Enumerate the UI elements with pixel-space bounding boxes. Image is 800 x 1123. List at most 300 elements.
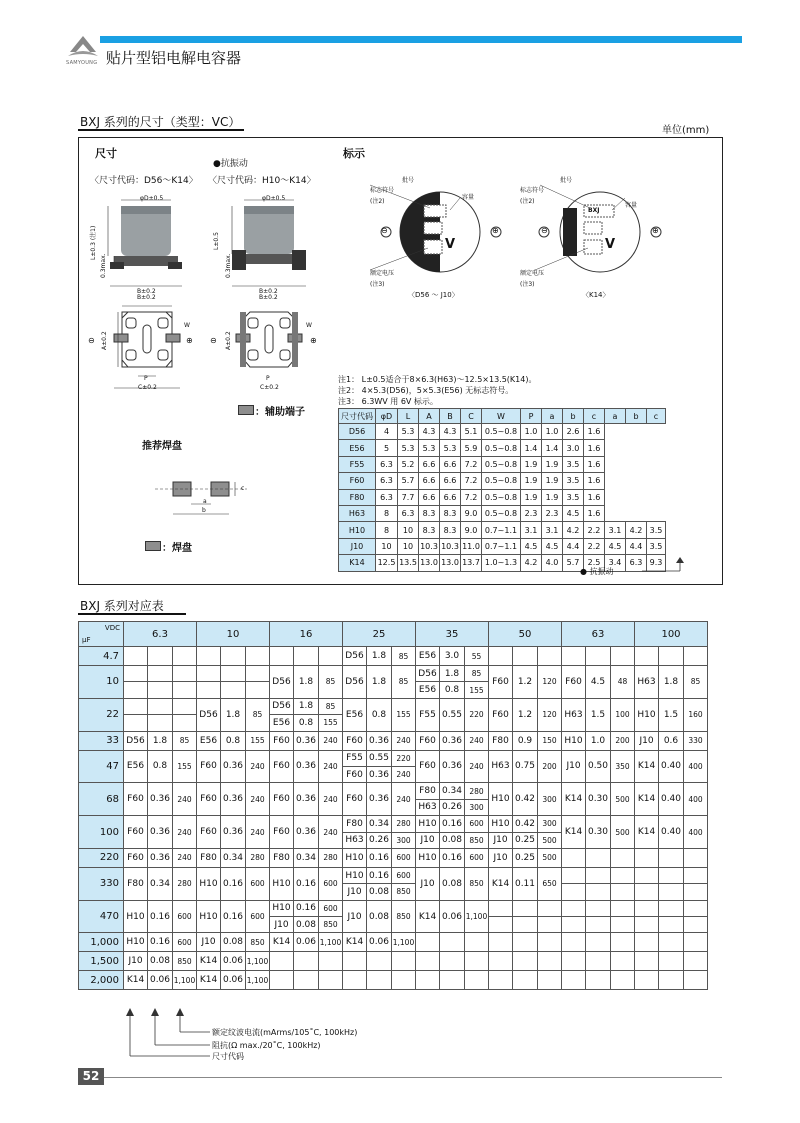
impedance-cell: 0.36 (148, 816, 173, 849)
dim-table-row (339, 555, 666, 571)
ripple-cell: 850 (465, 832, 489, 848)
size-code-cell: K14 (562, 816, 586, 849)
impedance-cell: 0.36 (221, 750, 246, 783)
impedance-cell: 0.50 (586, 750, 611, 783)
ripple-cell: 155 (319, 715, 343, 731)
dim-cell: 0.5~0.8 (482, 489, 521, 505)
impedance-cell: 1.2 (513, 698, 538, 731)
dim-cell: 8.3 (419, 522, 440, 538)
size-code-cell (635, 900, 659, 916)
impedance-cell (513, 900, 538, 916)
size-code-cell (197, 647, 221, 666)
size-code-cell: K14 (562, 783, 586, 816)
ripple-cell (684, 917, 708, 933)
dim-cell: 2.2 (584, 538, 605, 554)
ripple-cell (538, 933, 562, 952)
dim-cell: E56 (339, 440, 376, 456)
impedance-cell: 1.8 (294, 698, 319, 714)
dim-cell: 6.3 (398, 505, 419, 521)
minus-right: ⊖ (210, 336, 217, 345)
capacitance-row (79, 666, 708, 682)
plus-mark-left: ⊕ (492, 226, 499, 235)
dim-cell: 3.5 (647, 538, 666, 554)
voltage-header: 63 (562, 622, 635, 647)
size-code-cell: H10 (635, 698, 659, 731)
ripple-cell: 240 (246, 816, 270, 849)
dimension-table (338, 408, 666, 572)
impedance-cell: 1.8 (148, 731, 173, 750)
dim-cell: 4.4 (626, 538, 647, 554)
dim-cell: 10 (398, 522, 419, 538)
size-code-cell: E56 (416, 682, 440, 698)
size-code-cell: K14 (635, 816, 659, 849)
ripple-cell (684, 848, 708, 867)
C-label-right: C±0.2 (260, 384, 279, 391)
size-code-cell: J10 (416, 867, 440, 900)
size-code-cell: F60 (197, 816, 221, 849)
dim-cell: 5.1 (461, 424, 482, 440)
ripple-cell (538, 952, 562, 971)
dim-header-cell: 尺寸代码 (339, 409, 376, 424)
dim-cell (647, 489, 666, 505)
voltage-header: 16 (270, 622, 343, 647)
dim-cell (605, 440, 626, 456)
dim-cell: 0.5~0.8 (482, 424, 521, 440)
dim-cell: 1.9 (542, 489, 563, 505)
dim-cell (626, 473, 647, 489)
capacitance-row (79, 971, 708, 990)
capacitor-side-views (86, 190, 326, 305)
capacitance-cell: 68 (79, 783, 124, 816)
size-code-cell (124, 682, 148, 698)
uf-label: μF (82, 636, 91, 644)
capacitance-row (79, 900, 708, 916)
ripple-cell: 600 (319, 900, 343, 916)
size-code-cell (197, 682, 221, 698)
dim-cell: 7.2 (461, 489, 482, 505)
impedance-cell: 1.8 (367, 647, 392, 666)
ripple-cell: 1,100 (319, 933, 343, 952)
dim-cell: 1.0 (521, 424, 542, 440)
legend-size-code: 尺寸代码 (212, 1052, 244, 1061)
impedance-cell: 0.36 (367, 731, 392, 750)
dim-cell: F80 (339, 489, 376, 505)
size-code-cell: F60 (124, 848, 148, 867)
capacitance-cell: 1,000 (79, 933, 124, 952)
size-code-cell: H10 (562, 731, 586, 750)
impedance-cell: 0.34 (294, 848, 319, 867)
impedance-cell (659, 917, 684, 933)
ripple-cell (538, 647, 562, 666)
dim-cell: 3.1 (542, 522, 563, 538)
capacitance-cell: 100 (79, 816, 124, 849)
section-title-dimensions: BXJ 系列的尺寸（类型：VC） (80, 115, 241, 129)
impedance-cell: 0.34 (367, 816, 392, 832)
dim-cell: 6.3 (376, 489, 398, 505)
ripple-cell (684, 867, 708, 883)
impedance-cell (586, 867, 611, 883)
plus-mark-right: ⊕ (652, 226, 659, 235)
unit-label: 单位(mm) (662, 125, 710, 136)
aux-terminal-label: ：辅助端子 (255, 407, 305, 418)
ripple-cell (173, 682, 197, 698)
dim-cell: 1.4 (542, 440, 563, 456)
voltage-header: 25 (343, 622, 416, 647)
size-code-cell: J10 (197, 933, 221, 952)
impedance-cell: 3.0 (440, 647, 465, 666)
size-code-cell: F60 (197, 783, 221, 816)
ripple-cell: 350 (611, 750, 635, 783)
ripple-cell: 240 (319, 783, 343, 816)
dim-cell: J10 (339, 538, 376, 554)
ripple-cell (173, 698, 197, 714)
dim-cell (626, 456, 647, 472)
dim-cell: H63 (339, 505, 376, 521)
dim-cell: F60 (339, 473, 376, 489)
dim-cell (647, 473, 666, 489)
dim-cell (626, 440, 647, 456)
size-code-cell: F60 (343, 731, 367, 750)
impedance-cell (659, 933, 684, 952)
impedance-cell (586, 917, 611, 933)
impedance-cell (659, 647, 684, 666)
ripple-cell (611, 867, 635, 883)
P-label-right: P (266, 375, 270, 382)
dim-header-cell: P (521, 409, 542, 424)
ripple-cell (246, 666, 270, 682)
pad-a: a (203, 498, 207, 505)
dim-cell (647, 424, 666, 440)
ripple-cell: 300 (538, 783, 562, 816)
L-label-left: L±0.3 (注1) (90, 225, 97, 260)
dim-cell: 6.6 (440, 489, 461, 505)
ripple-cell: 240 (173, 816, 197, 849)
voltage-header: 10 (197, 622, 270, 647)
dim-header-cell: A (419, 409, 440, 424)
impedance-cell (586, 952, 611, 971)
page-number: 52 (78, 1068, 104, 1085)
size-code-cell: D56 (270, 698, 294, 714)
impedance-cell: 0.8 (294, 715, 319, 731)
ripple-cell (392, 952, 416, 971)
size-code-cell: K14 (270, 933, 294, 952)
ripple-cell: 155 (173, 750, 197, 783)
impedance-cell (221, 682, 246, 698)
impedance-cell: 0.16 (148, 900, 173, 933)
size-code-cell (489, 647, 513, 666)
size-code-cell: H63 (562, 698, 586, 731)
series-mark-right: 标志符号 (520, 187, 545, 194)
impedance-cell (148, 698, 173, 714)
dim-header-cell: c (584, 409, 605, 424)
minus-mark-right: ⊖ (541, 226, 548, 235)
ripple-cell: 240 (465, 731, 489, 750)
size-code-cell: F60 (270, 731, 294, 750)
dim-cell: 8 (376, 505, 398, 521)
dim-cell (605, 505, 626, 521)
B-label-bottom-left: B±0.2 (137, 294, 156, 301)
size-code-cell (489, 917, 513, 933)
size-code-cell: K14 (416, 900, 440, 933)
size-code-left: 〈尺寸代码：D56～K14〉 (90, 176, 198, 186)
capacitance-row (79, 933, 708, 952)
max-label-left: 0.3max. (100, 253, 107, 278)
size-code-cell: K14 (343, 933, 367, 952)
dim-cell: 5.2 (398, 456, 419, 472)
impedance-cell: 0.16 (440, 816, 465, 832)
size-code-cell: K14 (489, 867, 513, 900)
impedance-cell (586, 647, 611, 666)
impedance-cell (148, 682, 173, 698)
ripple-cell (684, 933, 708, 952)
impedance-cell (294, 647, 319, 666)
dim-cell: 0.5~0.8 (482, 505, 521, 521)
capacitance-row (79, 952, 708, 971)
impedance-cell (586, 971, 611, 990)
impedance-cell (294, 971, 319, 990)
bxj-mark: BXJ (588, 207, 600, 214)
size-code-cell: H63 (343, 832, 367, 848)
B-label-left: B±0.2 (137, 288, 156, 295)
impedance-cell (659, 952, 684, 971)
impedance-cell: 0.06 (367, 933, 392, 952)
section-title-table: BXJ 系列对应表 (80, 599, 164, 613)
dim-cell: H10 (339, 522, 376, 538)
ripple-cell: 280 (392, 816, 416, 832)
size-code-cell: E56 (124, 750, 148, 783)
dim-table-row (339, 522, 666, 538)
impedance-cell: 0.08 (367, 884, 392, 900)
ripple-cell: 850 (465, 867, 489, 900)
phiD-right: φD±0.5 (262, 195, 286, 202)
dim-cell: 6.6 (419, 456, 440, 472)
plus-right: ⊕ (310, 336, 317, 345)
size-code-cell: H63 (489, 750, 513, 783)
ripple-cell: 600 (319, 867, 343, 900)
ripple-cell: 240 (392, 731, 416, 750)
ripple-cell: 85 (684, 666, 708, 699)
dim-table-row (339, 456, 666, 472)
dim-cell: 2.6 (563, 424, 584, 440)
size-code-cell (124, 666, 148, 682)
size-code-cell (197, 666, 221, 682)
capacitance-cell: 220 (79, 848, 124, 867)
ripple-cell (611, 917, 635, 933)
impedance-cell (659, 867, 684, 883)
impedance-cell: 1.8 (294, 666, 319, 699)
A-label-right: A±0.2 (225, 331, 232, 350)
dim-header-cell: b (563, 409, 584, 424)
dim-cell: 8 (376, 522, 398, 538)
ripple-cell: 600 (465, 816, 489, 832)
capacitance-row (79, 750, 708, 766)
impedance-cell: 1.8 (367, 666, 392, 699)
ripple-cell: 240 (173, 783, 197, 816)
dim-cell: 1.6 (584, 424, 605, 440)
dim-cell: 5.3 (398, 440, 419, 456)
dim-cell: 2.3 (542, 505, 563, 521)
ripple-cell: 1,100 (465, 900, 489, 933)
dim-cell: 1.6 (584, 473, 605, 489)
impedance-cell: 0.55 (367, 750, 392, 766)
size-code-cell: F80 (489, 731, 513, 750)
capacitance-cell: 4.7 (79, 647, 124, 666)
dim-cell: 10.3 (419, 538, 440, 554)
impedance-cell: 1.2 (513, 666, 538, 699)
size-code-cell: H10 (489, 816, 513, 832)
impedance-cell: 0.36 (440, 750, 465, 783)
minus-mark-left: ⊖ (381, 226, 388, 235)
caption-left: 〈D56 ～ J10〉 (408, 291, 459, 299)
ripple-cell: 850 (173, 952, 197, 971)
impedance-cell: 0.36 (440, 731, 465, 750)
size-code-cell: F80 (343, 816, 367, 832)
ripple-cell (684, 952, 708, 971)
dim-cell: 6.3 (626, 555, 647, 571)
dim-cell: 8.3 (440, 522, 461, 538)
ripple-cell: 55 (465, 647, 489, 666)
dim-cell: 10 (398, 538, 419, 554)
size-code-cell (416, 952, 440, 971)
ripple-cell: 85 (246, 698, 270, 731)
ripple-cell: 155 (246, 731, 270, 750)
size-code-cell (562, 952, 586, 971)
capacitor-bottom-views (86, 300, 336, 400)
ripple-cell (538, 900, 562, 916)
size-code-cell: D56 (197, 698, 221, 731)
header-bar (100, 36, 742, 43)
phiD-left: φD±0.5 (140, 195, 164, 202)
dims-heading: 尺寸 (95, 147, 117, 160)
ripple-cell: 200 (538, 750, 562, 783)
dim-cell: 4.5 (542, 538, 563, 554)
size-code-cell: E56 (197, 731, 221, 750)
ripple-cell (684, 900, 708, 916)
legend-impedance: 阻抗(Ω max./20˚C, 100kHz) (212, 1041, 321, 1050)
impedance-cell (148, 647, 173, 666)
size-code-cell: H10 (416, 848, 440, 867)
note2-right: (注2) (520, 198, 535, 205)
ripple-cell: 155 (392, 698, 416, 731)
dim-table-row (339, 473, 666, 489)
dim-cell: 1.9 (521, 456, 542, 472)
dim-header-cell: C (461, 409, 482, 424)
size-code-cell (270, 647, 294, 666)
size-code-cell: J10 (416, 832, 440, 848)
dim-cell: 1.6 (584, 505, 605, 521)
impedance-cell: 0.9 (513, 731, 538, 750)
dim-cell: 3.5 (647, 522, 666, 538)
impedance-cell: 0.36 (367, 783, 392, 816)
ripple-cell: 85 (392, 647, 416, 666)
dim-table-row (339, 424, 666, 440)
ripple-cell (319, 647, 343, 666)
voltage-header: 35 (416, 622, 489, 647)
size-code-cell (489, 952, 513, 971)
size-code-cell: F60 (489, 666, 513, 699)
impedance-cell (586, 900, 611, 916)
size-code-cell (562, 867, 586, 883)
impedance-cell: 0.8 (221, 731, 246, 750)
dim-cell: 5.3 (419, 440, 440, 456)
size-code-cell: D56 (343, 666, 367, 699)
dim-header-cell: b (626, 409, 647, 424)
dim-cell: 3.1 (521, 522, 542, 538)
dim-cell: 0.7~1.1 (482, 522, 521, 538)
capacitance-cell: 22 (79, 698, 124, 731)
aux-terminal-swatch (238, 405, 254, 415)
ripple-cell: 280 (173, 867, 197, 900)
dim-cell (647, 440, 666, 456)
impedance-cell: 0.36 (148, 783, 173, 816)
dim-cell: 1.9 (521, 489, 542, 505)
ripple-cell: 400 (684, 816, 708, 849)
vdc-label: VDC (104, 624, 120, 632)
capacitance-cell: 33 (79, 731, 124, 750)
B-label-bottom-right: B±0.2 (259, 294, 278, 301)
dim-cell: 7.2 (461, 473, 482, 489)
plus-left: ⊕ (186, 336, 193, 345)
size-code-cell: H10 (416, 816, 440, 832)
dim-cell: 0.5~0.8 (482, 440, 521, 456)
dim-cell: 5.3 (398, 424, 419, 440)
ripple-cell: 100 (611, 698, 635, 731)
size-code-cell: F80 (270, 848, 294, 867)
pad-c: c (241, 485, 245, 492)
size-code-cell: F60 (197, 750, 221, 783)
ripple-cell: 1,100 (173, 971, 197, 990)
note3-left: (注3) (370, 281, 385, 288)
dim-cell: 3.0 (563, 440, 584, 456)
v-mark-right: V (605, 237, 616, 252)
size-code-cell (343, 971, 367, 990)
dim-cell: 8.3 (419, 505, 440, 521)
dim-cell: 5.7 (563, 555, 584, 571)
dim-cell (647, 505, 666, 521)
impedance-cell: 0.08 (294, 917, 319, 933)
dim-cell (626, 489, 647, 505)
dim-cell: K14 (339, 555, 376, 571)
impedance-cell (221, 647, 246, 666)
size-code-cell: H10 (124, 900, 148, 933)
ripple-cell: 400 (684, 750, 708, 783)
note3-right: (注3) (520, 281, 535, 288)
size-code-cell (635, 952, 659, 971)
impedance-cell (513, 917, 538, 933)
capacitance-cell: 10 (79, 666, 124, 699)
capacitance-cell: 47 (79, 750, 124, 783)
size-code-cell: F60 (416, 750, 440, 783)
size-code-cell: J10 (343, 900, 367, 933)
size-code-cell: K14 (197, 952, 221, 971)
ripple-cell: 240 (465, 750, 489, 783)
size-code-cell (343, 952, 367, 971)
impedance-cell: 0.16 (367, 867, 392, 883)
size-code-cell: F60 (343, 766, 367, 782)
ripple-cell (246, 647, 270, 666)
impedance-cell (221, 666, 246, 682)
size-code-cell: F80 (416, 783, 440, 799)
ripple-cell: 500 (611, 816, 635, 849)
ripple-cell: 1,100 (392, 933, 416, 952)
impedance-cell: 0.08 (440, 867, 465, 900)
rated-voltage-right: 额定电压 (520, 270, 545, 277)
dim-cell: 10 (376, 538, 398, 554)
ripple-cell: 220 (465, 698, 489, 731)
dim-cell: 4.5 (521, 538, 542, 554)
ripple-cell: 150 (538, 731, 562, 750)
dim-cell: 4.5 (605, 538, 626, 554)
